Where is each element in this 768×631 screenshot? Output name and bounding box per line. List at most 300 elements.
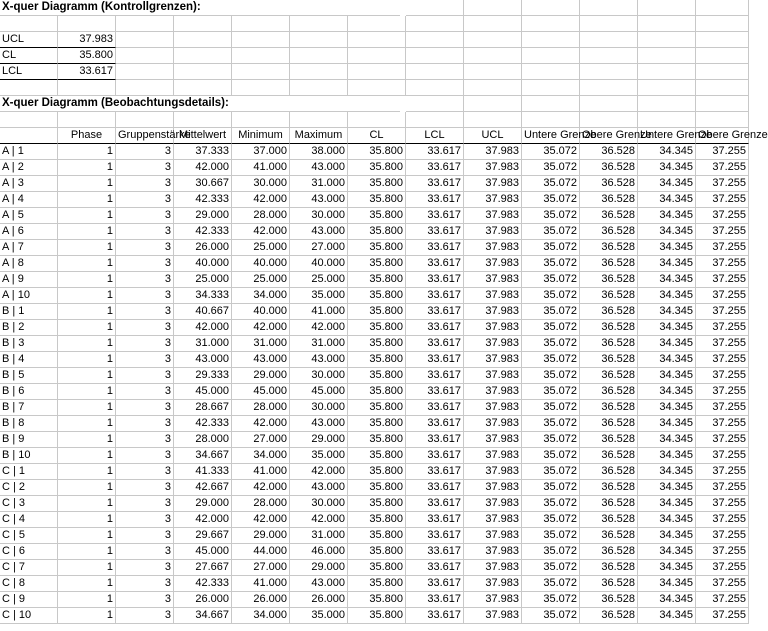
data-cell[interactable]: 34.345 [638, 272, 696, 288]
data-cell[interactable]: 36.528 [580, 400, 638, 416]
data-cell[interactable]: 30.000 [290, 208, 348, 224]
data-cell[interactable]: 43.000 [290, 480, 348, 496]
control-limit-value[interactable]: 35.800 [58, 48, 116, 64]
data-cell[interactable]: 33.617 [406, 352, 464, 368]
empty-cell[interactable] [696, 80, 749, 96]
data-cell[interactable]: 40.000 [290, 256, 348, 272]
empty-cell[interactable] [0, 80, 58, 96]
data-cell[interactable]: 35.800 [348, 448, 406, 464]
row-label-cell[interactable]: B | 8 [0, 416, 58, 432]
data-cell[interactable]: 25.000 [232, 240, 290, 256]
data-cell[interactable]: 41.000 [232, 576, 290, 592]
data-cell[interactable]: 35.072 [522, 512, 580, 528]
data-cell[interactable]: 3 [116, 144, 174, 160]
data-cell[interactable]: 37.983 [464, 384, 522, 400]
data-cell[interactable]: 3 [116, 240, 174, 256]
data-cell[interactable]: 33.617 [406, 256, 464, 272]
row-label-cell[interactable]: A | 2 [0, 160, 58, 176]
data-cell[interactable]: 34.345 [638, 544, 696, 560]
data-cell[interactable]: 42.000 [290, 512, 348, 528]
data-cell[interactable]: 26.000 [290, 592, 348, 608]
data-cell[interactable]: 36.528 [580, 592, 638, 608]
data-cell[interactable]: 33.617 [406, 576, 464, 592]
data-cell[interactable]: 34.667 [174, 448, 232, 464]
data-cell[interactable]: 33.617 [406, 496, 464, 512]
data-cell[interactable]: 34.345 [638, 560, 696, 576]
data-cell[interactable]: 37.983 [464, 368, 522, 384]
data-cell[interactable]: 37.983 [464, 192, 522, 208]
empty-cell[interactable] [232, 16, 290, 32]
data-cell[interactable]: 34.345 [638, 528, 696, 544]
column-header[interactable]: Minimum [232, 128, 290, 144]
empty-cell[interactable] [232, 48, 290, 64]
data-cell[interactable]: 27.000 [290, 240, 348, 256]
data-cell[interactable]: 1 [58, 368, 116, 384]
data-cell[interactable]: 33.617 [406, 304, 464, 320]
empty-cell[interactable] [116, 16, 174, 32]
data-cell[interactable]: 35.072 [522, 320, 580, 336]
empty-cell[interactable] [464, 16, 522, 32]
row-label-cell[interactable]: C | 2 [0, 480, 58, 496]
data-cell[interactable]: 33.617 [406, 144, 464, 160]
empty-cell[interactable] [290, 64, 348, 80]
data-cell[interactable]: 37.255 [696, 560, 749, 576]
data-cell[interactable]: 35.072 [522, 400, 580, 416]
empty-cell[interactable] [174, 80, 232, 96]
data-cell[interactable]: 34.345 [638, 576, 696, 592]
column-header[interactable]: Phase [58, 128, 116, 144]
data-cell[interactable]: 36.528 [580, 208, 638, 224]
data-cell[interactable]: 33.617 [406, 448, 464, 464]
empty-cell[interactable] [580, 48, 638, 64]
empty-cell[interactable] [406, 80, 464, 96]
column-header[interactable]: Untere Grenze [638, 128, 696, 144]
empty-cell[interactable] [0, 16, 58, 32]
data-cell[interactable]: 28.000 [232, 496, 290, 512]
data-cell[interactable]: 3 [116, 368, 174, 384]
data-cell[interactable]: 37.983 [464, 448, 522, 464]
data-cell[interactable]: 37.983 [464, 256, 522, 272]
data-cell[interactable]: 3 [116, 400, 174, 416]
data-cell[interactable]: 3 [116, 208, 174, 224]
data-cell[interactable]: 41.333 [174, 464, 232, 480]
data-cell[interactable]: 35.800 [348, 544, 406, 560]
empty-cell[interactable] [580, 16, 638, 32]
data-cell[interactable]: 43.000 [290, 416, 348, 432]
data-cell[interactable]: 45.000 [174, 384, 232, 400]
data-cell[interactable]: 29.000 [232, 368, 290, 384]
data-cell[interactable]: 37.983 [464, 400, 522, 416]
empty-cell[interactable] [638, 96, 696, 112]
data-cell[interactable]: 37.255 [696, 336, 749, 352]
data-cell[interactable]: 36.528 [580, 288, 638, 304]
control-limit-label[interactable]: LCL [0, 64, 58, 80]
data-cell[interactable]: 35.800 [348, 192, 406, 208]
data-cell[interactable]: 37.983 [464, 464, 522, 480]
data-cell[interactable]: 33.617 [406, 560, 464, 576]
data-cell[interactable]: 34.345 [638, 176, 696, 192]
data-cell[interactable]: 38.000 [290, 144, 348, 160]
data-cell[interactable]: 37.255 [696, 544, 749, 560]
control-limit-value[interactable]: 33.617 [58, 64, 116, 80]
data-cell[interactable]: 35.072 [522, 416, 580, 432]
data-cell[interactable]: 35.072 [522, 176, 580, 192]
data-cell[interactable]: 37.255 [696, 416, 749, 432]
data-cell[interactable]: 29.667 [174, 528, 232, 544]
data-cell[interactable]: 1 [58, 416, 116, 432]
empty-cell[interactable] [522, 96, 580, 112]
data-cell[interactable]: 43.000 [290, 352, 348, 368]
empty-cell[interactable] [522, 32, 580, 48]
empty-cell[interactable] [464, 96, 522, 112]
data-cell[interactable]: 3 [116, 256, 174, 272]
data-cell[interactable]: 34.345 [638, 320, 696, 336]
data-cell[interactable]: 3 [116, 448, 174, 464]
empty-cell[interactable] [406, 96, 464, 112]
row-label-cell[interactable]: A | 10 [0, 288, 58, 304]
data-cell[interactable]: 35.072 [522, 544, 580, 560]
data-cell[interactable]: 36.528 [580, 528, 638, 544]
data-cell[interactable]: 34.345 [638, 304, 696, 320]
control-limit-value[interactable]: 37.983 [58, 32, 116, 48]
empty-cell[interactable] [406, 0, 464, 16]
row-label-cell[interactable]: B | 1 [0, 304, 58, 320]
data-cell[interactable]: 1 [58, 272, 116, 288]
empty-cell[interactable] [116, 64, 174, 80]
data-cell[interactable]: 31.000 [290, 528, 348, 544]
empty-cell[interactable] [348, 64, 406, 80]
data-cell[interactable]: 3 [116, 496, 174, 512]
data-cell[interactable]: 34.345 [638, 368, 696, 384]
data-cell[interactable]: 3 [116, 160, 174, 176]
data-cell[interactable]: 34.345 [638, 224, 696, 240]
empty-cell[interactable] [464, 32, 522, 48]
data-cell[interactable]: 36.528 [580, 512, 638, 528]
row-label-cell[interactable]: C | 7 [0, 560, 58, 576]
data-cell[interactable]: 37.983 [464, 352, 522, 368]
data-cell[interactable]: 36.528 [580, 160, 638, 176]
data-cell[interactable]: 37.255 [696, 384, 749, 400]
data-cell[interactable]: 35.072 [522, 496, 580, 512]
data-cell[interactable]: 1 [58, 608, 116, 624]
data-cell[interactable]: 33.617 [406, 432, 464, 448]
empty-cell[interactable] [638, 48, 696, 64]
data-cell[interactable]: 33.617 [406, 368, 464, 384]
empty-cell[interactable] [696, 96, 749, 112]
data-cell[interactable]: 42.000 [290, 320, 348, 336]
data-cell[interactable]: 37.255 [696, 576, 749, 592]
data-cell[interactable]: 35.072 [522, 448, 580, 464]
data-cell[interactable]: 42.333 [174, 192, 232, 208]
data-cell[interactable]: 33.617 [406, 544, 464, 560]
row-label-cell[interactable]: B | 2 [0, 320, 58, 336]
data-cell[interactable]: 35.072 [522, 608, 580, 624]
data-cell[interactable]: 33.617 [406, 224, 464, 240]
data-cell[interactable]: 33.617 [406, 512, 464, 528]
empty-cell[interactable] [522, 48, 580, 64]
data-cell[interactable]: 3 [116, 288, 174, 304]
data-cell[interactable]: 36.528 [580, 176, 638, 192]
data-cell[interactable]: 37.255 [696, 480, 749, 496]
data-cell[interactable]: 35.800 [348, 480, 406, 496]
data-cell[interactable]: 37.983 [464, 544, 522, 560]
data-cell[interactable]: 37.983 [464, 416, 522, 432]
empty-cell[interactable] [638, 0, 696, 16]
data-cell[interactable]: 42.333 [174, 416, 232, 432]
data-cell[interactable]: 3 [116, 608, 174, 624]
data-cell[interactable]: 34.333 [174, 288, 232, 304]
data-cell[interactable]: 36.528 [580, 544, 638, 560]
row-label-cell[interactable]: A | 5 [0, 208, 58, 224]
data-cell[interactable]: 34.345 [638, 512, 696, 528]
data-cell[interactable]: 34.345 [638, 336, 696, 352]
data-cell[interactable]: 37.255 [696, 432, 749, 448]
data-cell[interactable]: 33.617 [406, 192, 464, 208]
data-cell[interactable]: 37.255 [696, 224, 749, 240]
data-cell[interactable]: 37.983 [464, 560, 522, 576]
empty-cell[interactable] [522, 80, 580, 96]
data-cell[interactable]: 35.800 [348, 304, 406, 320]
data-cell[interactable]: 35.800 [348, 576, 406, 592]
data-cell[interactable]: 35.800 [348, 496, 406, 512]
data-cell[interactable]: 35.800 [348, 608, 406, 624]
data-cell[interactable]: 37.333 [174, 144, 232, 160]
data-cell[interactable]: 29.000 [232, 528, 290, 544]
empty-cell[interactable] [638, 16, 696, 32]
empty-cell[interactable] [696, 0, 749, 16]
empty-cell[interactable] [232, 80, 290, 96]
data-cell[interactable]: 35.800 [348, 336, 406, 352]
data-cell[interactable]: 34.345 [638, 400, 696, 416]
data-cell[interactable]: 1 [58, 464, 116, 480]
data-cell[interactable]: 1 [58, 144, 116, 160]
observations-title[interactable]: X-quer Diagramm (Beobachtungsdetails): [0, 96, 400, 112]
data-cell[interactable]: 41.000 [290, 304, 348, 320]
data-cell[interactable]: 3 [116, 176, 174, 192]
data-cell[interactable]: 37.983 [464, 512, 522, 528]
data-cell[interactable]: 37.255 [696, 192, 749, 208]
data-cell[interactable]: 35.072 [522, 576, 580, 592]
empty-cell[interactable] [348, 48, 406, 64]
data-cell[interactable]: 40.667 [174, 304, 232, 320]
empty-cell[interactable] [580, 0, 638, 16]
data-cell[interactable]: 36.528 [580, 192, 638, 208]
data-cell[interactable]: 1 [58, 448, 116, 464]
column-header[interactable]: LCL [406, 128, 464, 144]
empty-cell[interactable] [696, 112, 749, 128]
data-cell[interactable]: 1 [58, 160, 116, 176]
data-cell[interactable]: 33.617 [406, 480, 464, 496]
data-cell[interactable]: 1 [58, 400, 116, 416]
data-cell[interactable]: 31.000 [290, 176, 348, 192]
data-cell[interactable]: 33.617 [406, 272, 464, 288]
data-cell[interactable]: 3 [116, 272, 174, 288]
row-label-cell[interactable]: A | 8 [0, 256, 58, 272]
data-cell[interactable]: 35.072 [522, 160, 580, 176]
empty-cell[interactable] [580, 112, 638, 128]
data-cell[interactable]: 35.800 [348, 224, 406, 240]
data-cell[interactable]: 33.617 [406, 288, 464, 304]
empty-cell[interactable] [58, 112, 116, 128]
data-cell[interactable]: 1 [58, 592, 116, 608]
data-cell[interactable]: 29.000 [290, 560, 348, 576]
data-cell[interactable]: 35.072 [522, 528, 580, 544]
data-cell[interactable]: 3 [116, 544, 174, 560]
data-cell[interactable]: 36.528 [580, 352, 638, 368]
data-cell[interactable]: 37.983 [464, 432, 522, 448]
data-cell[interactable]: 34.345 [638, 416, 696, 432]
data-cell[interactable]: 42.000 [232, 416, 290, 432]
data-cell[interactable]: 33.617 [406, 416, 464, 432]
data-cell[interactable]: 31.000 [174, 336, 232, 352]
empty-cell[interactable] [290, 80, 348, 96]
data-cell[interactable]: 43.000 [290, 160, 348, 176]
data-cell[interactable]: 37.255 [696, 448, 749, 464]
row-label-cell[interactable]: B | 10 [0, 448, 58, 464]
data-cell[interactable]: 36.528 [580, 384, 638, 400]
empty-cell[interactable] [406, 48, 464, 64]
data-cell[interactable]: 34.000 [232, 608, 290, 624]
data-cell[interactable]: 37.983 [464, 608, 522, 624]
data-cell[interactable]: 42.333 [174, 224, 232, 240]
data-cell[interactable]: 37.255 [696, 176, 749, 192]
data-cell[interactable]: 31.000 [232, 336, 290, 352]
data-cell[interactable]: 29.000 [174, 208, 232, 224]
data-cell[interactable]: 35.800 [348, 352, 406, 368]
data-cell[interactable]: 1 [58, 432, 116, 448]
empty-cell[interactable] [696, 48, 749, 64]
data-cell[interactable]: 37.983 [464, 320, 522, 336]
column-header[interactable]: Untere Grenze [522, 128, 580, 144]
data-cell[interactable]: 37.983 [464, 144, 522, 160]
data-cell[interactable]: 1 [58, 560, 116, 576]
data-cell[interactable]: 34.345 [638, 432, 696, 448]
data-cell[interactable]: 43.000 [232, 352, 290, 368]
data-cell[interactable]: 34.345 [638, 464, 696, 480]
data-cell[interactable]: 34.345 [638, 192, 696, 208]
data-cell[interactable]: 37.983 [464, 224, 522, 240]
data-cell[interactable]: 34.345 [638, 352, 696, 368]
data-cell[interactable]: 25.000 [232, 272, 290, 288]
data-cell[interactable]: 3 [116, 352, 174, 368]
data-cell[interactable]: 33.617 [406, 608, 464, 624]
data-cell[interactable]: 1 [58, 224, 116, 240]
data-cell[interactable]: 43.000 [174, 352, 232, 368]
data-cell[interactable]: 35.000 [290, 608, 348, 624]
data-cell[interactable]: 41.000 [232, 464, 290, 480]
data-cell[interactable]: 35.800 [348, 528, 406, 544]
data-cell[interactable]: 34.345 [638, 256, 696, 272]
data-cell[interactable]: 37.255 [696, 496, 749, 512]
data-cell[interactable]: 35.800 [348, 320, 406, 336]
data-cell[interactable]: 35.800 [348, 144, 406, 160]
data-cell[interactable]: 37.000 [232, 144, 290, 160]
empty-cell[interactable] [464, 80, 522, 96]
data-cell[interactable]: 45.000 [232, 384, 290, 400]
empty-cell[interactable] [348, 32, 406, 48]
data-cell[interactable]: 34.345 [638, 496, 696, 512]
empty-cell[interactable] [464, 48, 522, 64]
empty-cell[interactable] [406, 32, 464, 48]
data-cell[interactable]: 35.800 [348, 400, 406, 416]
empty-cell[interactable] [232, 32, 290, 48]
data-cell[interactable]: 35.800 [348, 272, 406, 288]
empty-cell[interactable] [348, 80, 406, 96]
empty-cell[interactable] [522, 0, 580, 16]
row-label-cell[interactable]: A | 1 [0, 144, 58, 160]
data-cell[interactable]: 36.528 [580, 416, 638, 432]
data-cell[interactable]: 37.255 [696, 608, 749, 624]
empty-cell[interactable] [58, 16, 116, 32]
data-cell[interactable]: 26.000 [174, 240, 232, 256]
data-cell[interactable]: 35.800 [348, 432, 406, 448]
data-cell[interactable]: 37.983 [464, 528, 522, 544]
data-cell[interactable]: 1 [58, 496, 116, 512]
row-label-cell[interactable]: C | 1 [0, 464, 58, 480]
empty-cell[interactable] [348, 112, 406, 128]
data-cell[interactable]: 3 [116, 384, 174, 400]
data-cell[interactable]: 33.617 [406, 336, 464, 352]
column-header[interactable] [0, 128, 58, 144]
data-cell[interactable]: 1 [58, 480, 116, 496]
data-cell[interactable]: 36.528 [580, 320, 638, 336]
empty-cell[interactable] [638, 64, 696, 80]
data-cell[interactable]: 33.617 [406, 160, 464, 176]
data-cell[interactable]: 1 [58, 544, 116, 560]
data-cell[interactable]: 1 [58, 288, 116, 304]
data-cell[interactable]: 40.000 [232, 304, 290, 320]
data-cell[interactable]: 37.983 [464, 592, 522, 608]
data-cell[interactable]: 35.800 [348, 384, 406, 400]
data-cell[interactable]: 28.667 [174, 400, 232, 416]
empty-cell[interactable] [638, 112, 696, 128]
data-cell[interactable]: 45.000 [290, 384, 348, 400]
data-cell[interactable]: 37.255 [696, 368, 749, 384]
empty-cell[interactable] [174, 16, 232, 32]
data-cell[interactable]: 43.000 [290, 576, 348, 592]
empty-cell[interactable] [232, 64, 290, 80]
data-cell[interactable]: 35.072 [522, 288, 580, 304]
data-cell[interactable]: 33.617 [406, 400, 464, 416]
column-header[interactable]: CL [348, 128, 406, 144]
data-cell[interactable]: 1 [58, 352, 116, 368]
empty-cell[interactable] [290, 16, 348, 32]
column-header[interactable]: Gruppenstärke [116, 128, 174, 144]
data-cell[interactable]: 35.000 [290, 448, 348, 464]
data-cell[interactable]: 37.983 [464, 208, 522, 224]
data-cell[interactable]: 35.800 [348, 560, 406, 576]
column-header[interactable]: Obere Grenze [580, 128, 638, 144]
data-cell[interactable]: 35.800 [348, 512, 406, 528]
empty-cell[interactable] [290, 48, 348, 64]
data-cell[interactable]: 42.000 [174, 320, 232, 336]
data-cell[interactable]: 35.800 [348, 288, 406, 304]
empty-cell[interactable] [696, 64, 749, 80]
data-cell[interactable]: 42.333 [174, 576, 232, 592]
data-cell[interactable]: 35.800 [348, 464, 406, 480]
empty-cell[interactable] [0, 112, 58, 128]
empty-cell[interactable] [638, 32, 696, 48]
data-cell[interactable]: 1 [58, 256, 116, 272]
empty-cell[interactable] [290, 112, 348, 128]
data-cell[interactable]: 37.255 [696, 160, 749, 176]
data-cell[interactable]: 36.528 [580, 224, 638, 240]
row-label-cell[interactable]: B | 9 [0, 432, 58, 448]
data-cell[interactable]: 36.528 [580, 240, 638, 256]
row-label-cell[interactable]: B | 7 [0, 400, 58, 416]
data-cell[interactable]: 34.000 [232, 448, 290, 464]
empty-cell[interactable] [116, 80, 174, 96]
